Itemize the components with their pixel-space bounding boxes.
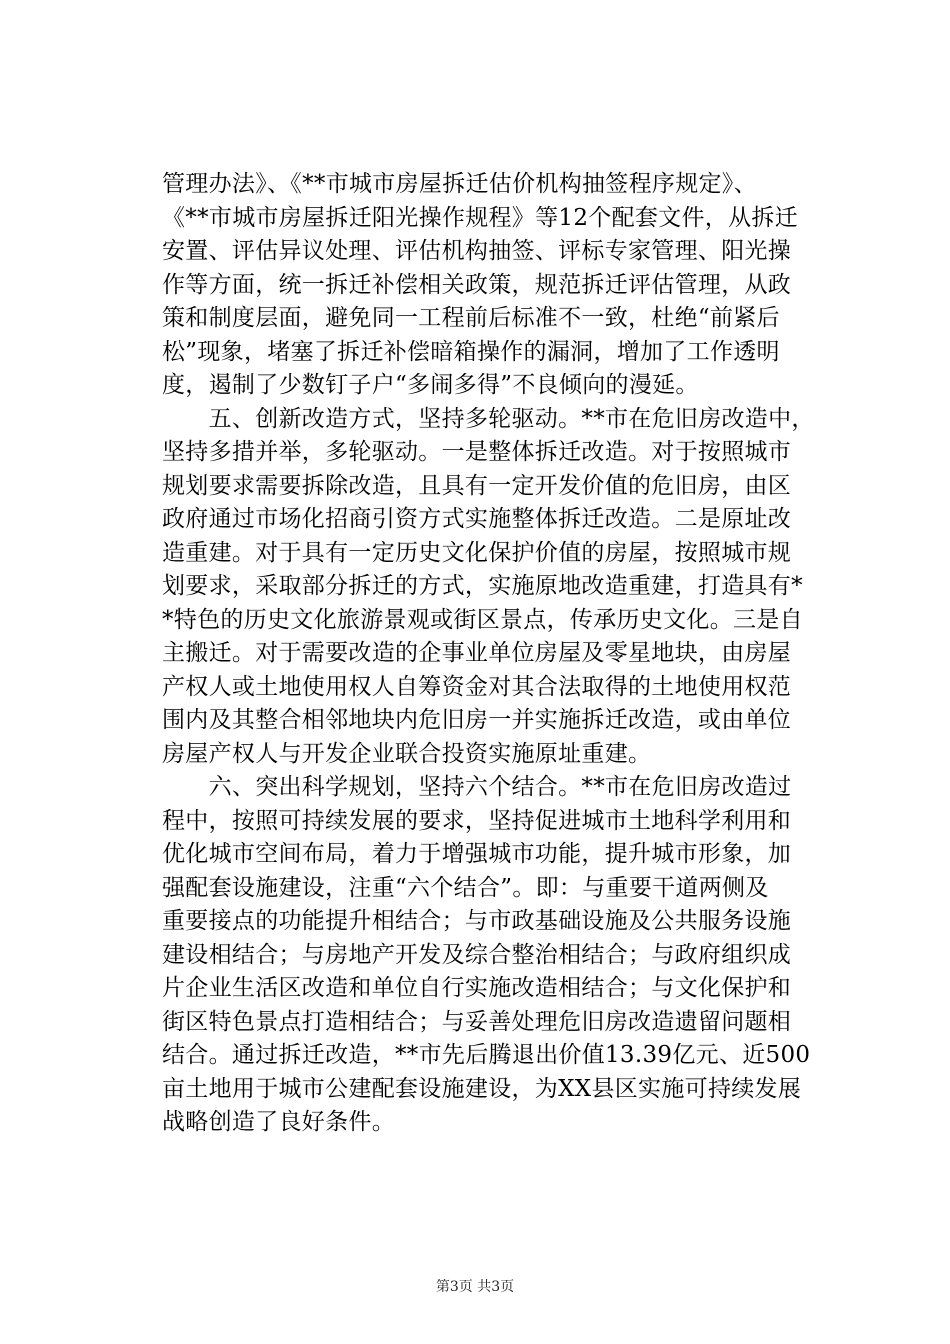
- text-line: 重要接点的功能提升相结合；与市政基础设施及公共服务设施: [162, 908, 792, 934]
- text-line: 五、创新改造方式，坚持多轮驱动。**市在危旧房改造中，: [162, 405, 815, 432]
- text-line: 房屋产权人与开发企业联合投资实施原址重建。: [162, 740, 652, 767]
- text-line: 产权人或土地使用权人自筹资金对其合法取得的土地使用权范: [162, 673, 792, 700]
- text-line: 度，遏制了少数钉子户“多闹多得”不良倾向的漫延。: [162, 372, 699, 398]
- text-line: 政府通过市场化招商引资方式实施整体拆迁改造。二是原址改: [162, 506, 792, 532]
- text-line: 亩土地用于城市公建配套设施建设，为XX县区实施可持续发展: [162, 1075, 802, 1102]
- text-line: 围内及其整合相邻地块内危旧房一并实施拆迁改造，或由单位: [162, 707, 792, 733]
- text-line: 坚持多措并举，多轮驱动。一是整体拆迁改造。对于按照城市: [162, 439, 792, 465]
- page-number-footer: 第3页 共3页: [435, 1279, 515, 1295]
- text-line: 战略创造了良好条件。: [162, 1109, 395, 1135]
- text-line: 强配套设施建设，注重“六个结合”。即：与重要干道两侧及: [162, 874, 769, 901]
- text-line: 结合。通过拆迁改造，**市先后腾退出价值13.39亿元、近500: [162, 1042, 811, 1068]
- text-line: 管理办法》、《**市城市房屋拆迁估价机构抽签程序规定》、: [162, 171, 757, 197]
- text-line: 优化城市空间布局，着力于增强城市功能，提升城市形象，加: [162, 841, 792, 867]
- text-line: 街区特色景点打造相结合；与妥善处理危旧房改造遗留问题相: [162, 1008, 792, 1035]
- text-line: *特色的历史文化旅游景观或街区景点，传承历史文化。三是自: [162, 606, 803, 633]
- text-line: 划要求，采取部分拆迁的方式，实施原地改造重建，打造具有*: [162, 573, 803, 599]
- text-line: 松”现象，堵塞了拆迁补偿暗箱操作的漏洞，增加了工作透明: [162, 338, 780, 365]
- text-line: 规划要求需要拆除改造，且具有一定开发价值的危旧房，由区: [162, 472, 792, 499]
- text-line: 主搬迁。对于需要改造的企事业单位房屋及零星地块，由房屋: [162, 640, 792, 666]
- text-line: 作等方面，统一拆迁补偿相关政策，规范拆迁评估管理，从政: [162, 271, 792, 298]
- document-body: [162, 168, 834, 1140]
- text-line: 六、突出科学规划，坚持六个结合。**市在危旧房改造过: [162, 774, 792, 800]
- text-line: 片企业生活区改造和单位自行实施改造相结合；与文化保护和: [162, 975, 792, 1001]
- text-line: 造重建。对于具有一定历史文化保护价值的房屋，按照城市规: [162, 539, 792, 566]
- text-line: 策和制度层面，避免同一工程前后标准不一致，杜绝“前紧后: [162, 305, 780, 331]
- text-line: 《**市城市房屋拆迁阳光操作规程》等12个配套文件，从拆迁: [162, 204, 798, 231]
- text-line: 建设相结合；与房地产开发及综合整治相结合；与政府组织成: [162, 941, 792, 968]
- text-line: 安置、评估异议处理、评估机构抽签、评标专家管理、阳光操: [162, 238, 792, 264]
- text-line: 程中，按照可持续发展的要求，坚持促进城市土地科学利用和: [162, 807, 792, 834]
